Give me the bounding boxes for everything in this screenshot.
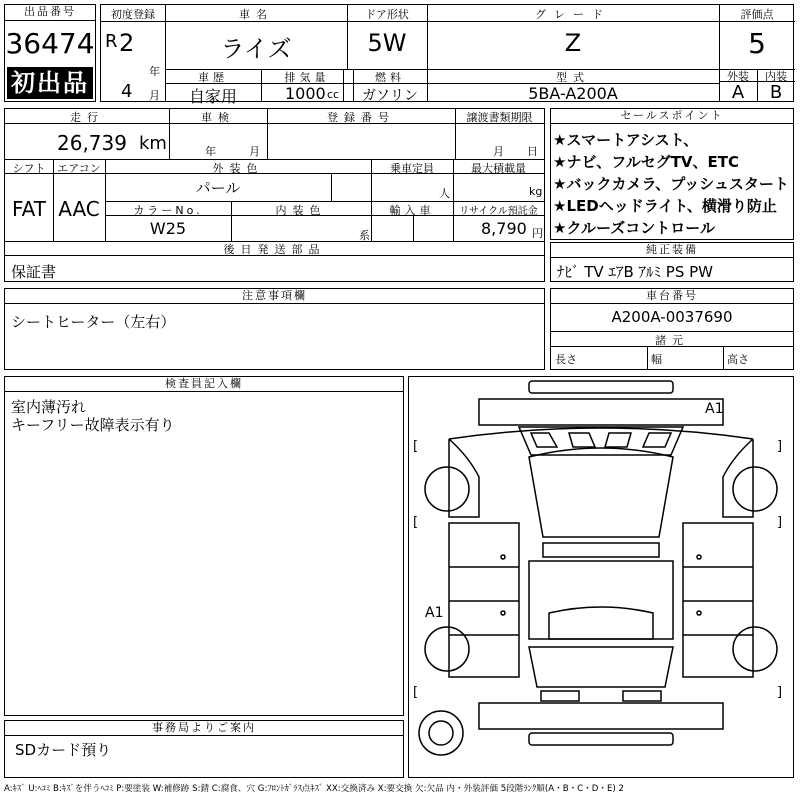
spec-length: 長さ [555,353,577,366]
mileage-unit: km [139,133,167,154]
displacement-value: 1000 [285,84,326,103]
max-load-unit: kg [529,185,543,198]
car-diagram-svg [409,377,793,777]
sales-point-5: ★クルーズコントロール [553,219,715,237]
specs-label: 諸元 [655,334,689,347]
mileage-value: 26,739 [57,131,127,155]
reg-month: 4 [121,81,133,102]
model-code-label: 型式 [556,71,590,84]
chassis-box [550,288,794,370]
top-grid [100,4,794,106]
reg-number-label: 登録番号 [327,111,395,124]
reg-month-unit: 月 [149,89,160,102]
recycle-unit: 円 [532,227,543,240]
grade-label: グレード [535,8,611,21]
interior-color-label: 内装色 [275,204,327,217]
interior-color-unit: 系 [359,229,370,242]
damage-mark-top: A1 [705,401,724,417]
model-code-value: 5BA-A200A [528,84,618,103]
office-value: SDカード預り [15,741,112,759]
genuine-equipment-label: 純正装備 [551,243,793,258]
sales-point-4: ★LEDヘッドライト、横滑り防止 [553,197,777,215]
bracket-left-top: [ [413,439,419,454]
recycle-value: 8,790 [481,219,527,238]
sales-point-1: ★スマートアシスト、 [553,131,699,149]
fuel-value: ガソリン [362,88,418,104]
score-value: 5 [748,27,766,60]
notes-box [4,288,545,370]
inspector-box [4,376,404,716]
bracket-right-low: ] [777,685,783,700]
sales-points-box [550,108,794,240]
car-diagram [408,376,794,778]
chassis-label: 車台番号 [551,289,793,304]
shift-label: シフト [12,162,46,175]
color-no-value: W25 [149,219,187,238]
recycle-label: リサイクル預託金 [459,206,538,217]
bracket-left-low: [ [413,685,419,700]
damage-mark-left: A1 [425,605,444,621]
history-value: 自家用 [188,87,237,106]
mileage-label: 走行 [70,111,104,124]
shift-value: FAT [11,197,46,221]
details-grid [4,108,545,282]
notes-value: シートヒーター（左右） [11,313,176,331]
office-box [4,720,404,778]
aircon-label: エアコン [57,162,101,175]
capacity-label: 乗車定員 [390,162,434,175]
bracket-left-mid: [ [413,515,419,530]
chassis-value: A200A-0037690 [611,308,733,326]
sales-points-label: セールスポイント [551,109,793,124]
spec-height: 高さ [727,353,749,366]
first-listing-badge: 初出品 [7,67,93,99]
reg-year-unit: 年 [149,65,160,78]
later-parts-value: 保証書 [11,263,57,281]
car-name-value: ライズ [220,35,292,63]
bracket-right-mid: ] [777,515,783,530]
lot-number: 36474 [5,27,95,60]
ext-label: 外装 [727,70,749,83]
displacement-unit: cc [327,88,340,101]
notes-label: 注意事項欄 [5,289,544,304]
fuel-label: 燃料 [375,71,405,84]
color-no-label: カラーNo. [133,204,203,217]
import-label: 輸入車 [389,204,435,217]
door-label: ドア形状 [365,8,409,21]
int-value: B [769,82,783,103]
inspector-label: 検査員記入欄 [5,377,403,392]
later-parts-label: 後日発送部品 [223,243,326,256]
transfer-month-unit: 月 [493,145,504,158]
inspection-month-unit: 月 [249,145,260,158]
inspection-label: 車検 [201,111,235,124]
inspector-line-2: キーフリー故障表示有り [11,416,175,434]
transfer-day-unit: 日 [527,145,538,158]
door-value: 5W [367,29,407,57]
lot-box [4,4,96,102]
int-label: 内装 [765,70,787,83]
office-label: 事務局よりご案内 [5,721,403,736]
exterior-color-value: パール [195,179,241,197]
grade-value: Z [564,29,582,57]
legend: A:ｷｽﾞ U:ﾍｺﾐ B:ｷｽﾞを伴うﾍｺﾐ P:要塗装 W:補修跡 S:錆 C:腐食、穴 G:ﾌﾛﾝﾄｶﾞﾗｽ点ｷｽﾞ XX:交換済み X:要交換 欠:欠品 内・外装評価 5段階ﾗﾝｸ順(A・B・C・D・E) 2 [4,784,624,794]
ext-value: A [731,82,745,103]
genuine-equipment-box [550,242,794,282]
bracket-right-top: ] [777,439,783,454]
sales-point-3: ★バックカメラ、プッシュスタート [553,175,789,193]
max-load-label: 最大積載量 [471,162,526,175]
spec-width: 幅 [651,353,662,366]
score-label: 評価点 [740,8,774,21]
history-label: 車歴 [198,71,228,84]
sales-point-2: ★ナビ、フルセグTV、ETC [553,153,740,171]
reg-era: R [105,31,118,52]
exterior-color-label: 外装色 [212,162,264,175]
inspector-line-1: 室内薄汚れ [11,398,87,416]
displacement-label: 排気量 [284,71,330,84]
transfer-deadline-label: 譲渡書類期限 [466,111,533,124]
inspection-year-unit: 年 [205,145,216,158]
aircon-value: AAC [58,197,100,221]
reg-year: 2 [119,29,135,57]
capacity-unit: 人 [439,187,450,200]
car-name-label: 車名 [239,8,273,21]
reg-label: 初度登録 [111,8,155,21]
genuine-equipment-value: ﾅﾋﾞ TV ｴｱB ｱﾙﾐ PS PW [557,263,713,281]
lot-label: 出品番号 [5,5,95,21]
